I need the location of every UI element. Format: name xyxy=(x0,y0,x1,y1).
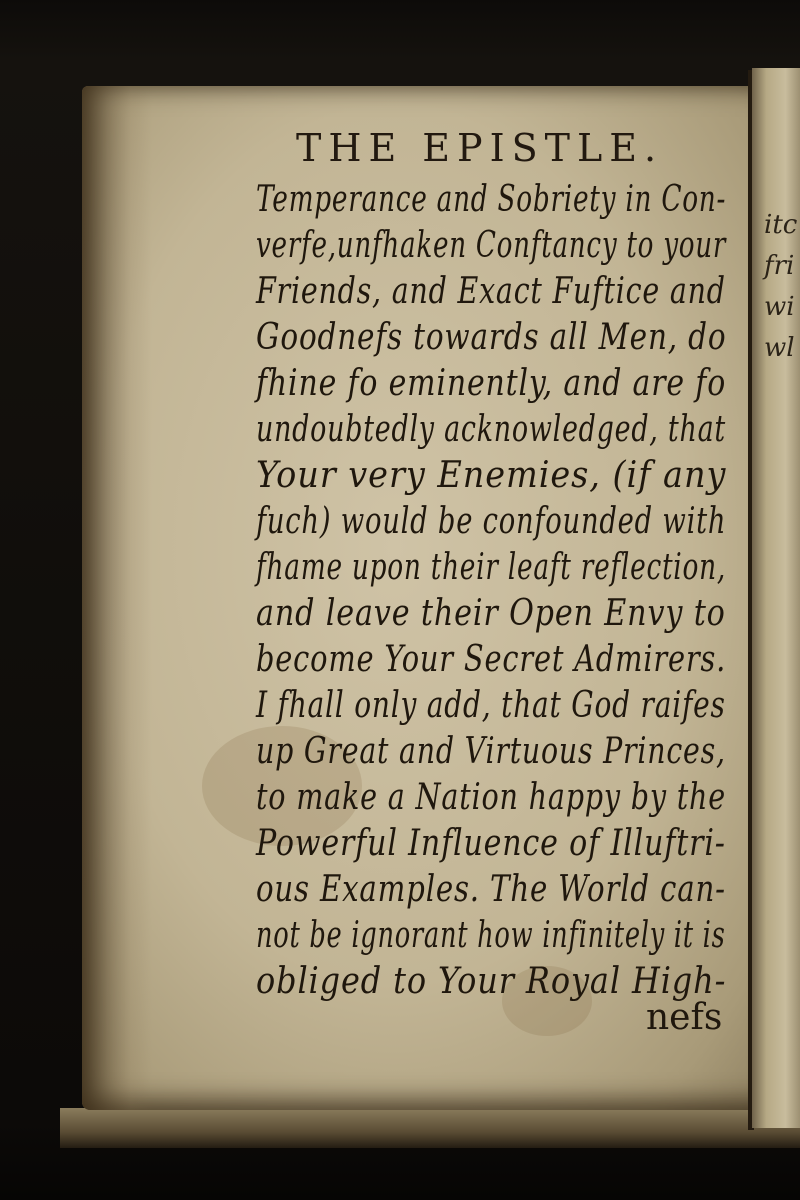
text-line-17: not be ignorant how infinitely it is xyxy=(256,915,726,956)
facing-page-fragment: wl xyxy=(764,333,795,363)
text-line-14: to make a Nation happy by the xyxy=(256,777,727,818)
catchword: nefs xyxy=(646,997,723,1038)
text-line-11: become Your Secret Admirers. xyxy=(256,639,727,680)
text-line-9: fhame upon their leaft reflection, xyxy=(256,547,726,588)
text-line-10: and leave their Open Envy to xyxy=(256,593,726,634)
page-heading: THE EPISTLE. xyxy=(296,126,664,170)
text-line-3: Friends, and Exact Fuftice and xyxy=(256,271,726,312)
text-line-16: ous Examples. The World can- xyxy=(256,869,726,910)
book-bottom-edge xyxy=(60,1108,800,1148)
text-line-4: Goodnefs towards all Men, do xyxy=(256,317,727,358)
facing-page-fragment: fri xyxy=(764,251,795,281)
text-line-5: fhine fo eminently, and are fo xyxy=(256,363,727,404)
text-line-12: I fhall only add, that God raifes xyxy=(256,685,726,726)
text-line-8: fuch) would be confounded with xyxy=(256,501,727,542)
text-line-18: obliged to Your Royal High- xyxy=(256,961,727,1002)
text-line-15: Powerful Influence of Illuftri- xyxy=(256,823,726,864)
text-line-13: up Great and Virtuous Princes, xyxy=(256,731,726,772)
text-line-2: verfe,unfhaken Conftancy to your xyxy=(256,225,727,266)
facing-page-edge xyxy=(752,68,800,1128)
text-line-1: Temperance and Sobriety in Con- xyxy=(256,179,727,220)
text-line-7: Your very Enemies, (if any xyxy=(256,455,727,496)
facing-page-fragment: itc xyxy=(764,210,798,240)
page-gutter-shadow xyxy=(82,86,152,1110)
text-line-6: undoubtedly acknowledged, that xyxy=(256,409,726,450)
facing-page-fragment: wi xyxy=(764,292,795,322)
